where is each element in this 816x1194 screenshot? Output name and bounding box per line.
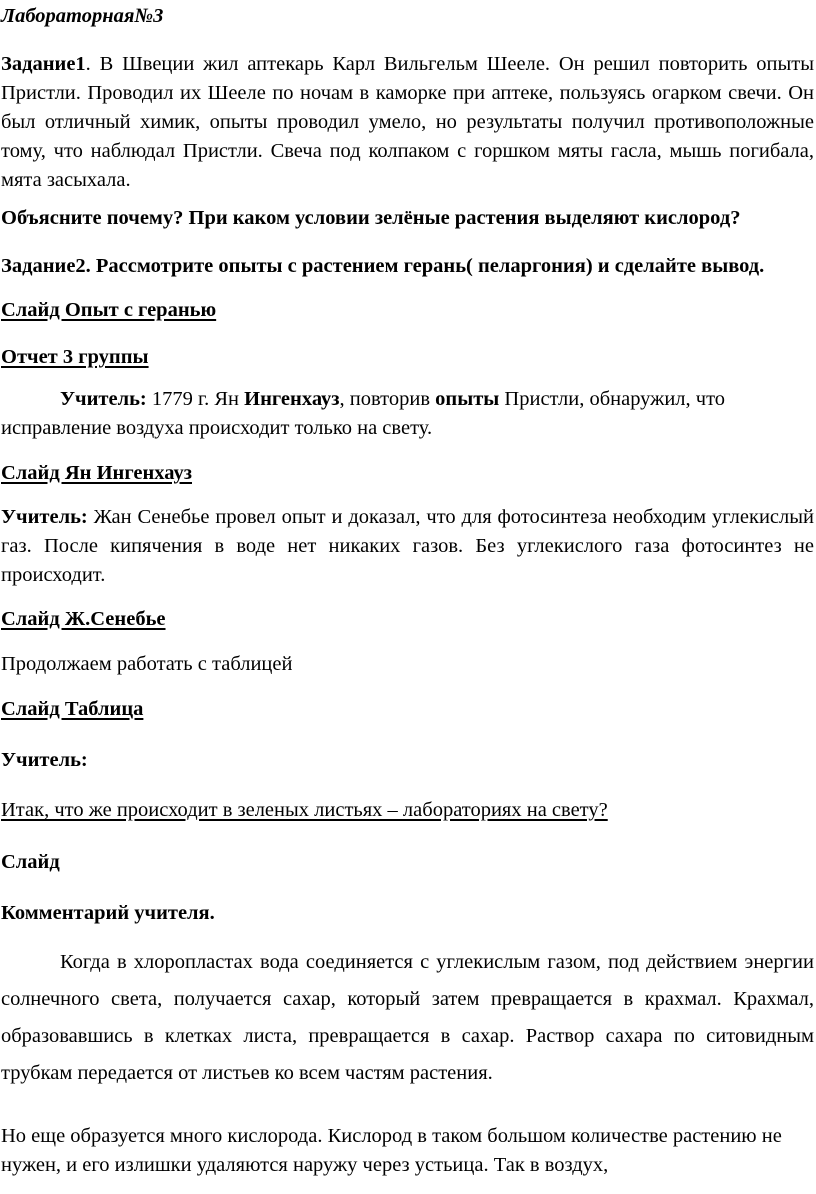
continue-table-text: Продолжаем работать с таблицей: [1, 653, 293, 675]
teacher1-text-1: 1779 г. Ян: [146, 388, 245, 410]
comment-label: Комментарий учителя.: [1, 902, 215, 924]
lab-heading: Лабораторная№3: [1, 5, 164, 27]
oxygen-paragraph: Но еще образуется много кислорода. Кислород в таком большом количестве растению не нужен, и его излишки удаляются наружу через устьица. Так в воздух,: [1, 1125, 782, 1176]
task1-paragraph: [1, 50, 814, 195]
task1-label: Задание1: [1, 53, 86, 75]
teacher1-label: Учитель:: [60, 388, 147, 410]
task2: Задание2. Рассмотрите опыты с растением герань( пеларгония) и сделайте вывод.: [1, 255, 765, 277]
teacher1-text-2: , повторив: [339, 388, 436, 410]
slide-table: Слайд Таблица: [1, 698, 144, 720]
teacher3-label: Учитель:: [1, 749, 88, 771]
slide-label: Слайд: [1, 851, 60, 873]
teacher1-word: опыты: [435, 388, 500, 410]
teacher2-text: Жан Сенебье провел опыт и доказал, что для фотосинтеза необходим углекислый газ. После кипячения в воде нет никаких газов. Без углекислого газа фотосинтез не происходит.: [1, 506, 814, 586]
comment-paragraph: Когда в хлоропластах вода соединяется с углекислым газом, под действием энергии солнечного света, получается сахар, который затем превращается в крахмал. Крахмал, образовавшись в клетках листа, превращается в сахар. Раствор сахара по ситовидным трубкам передается от листьев ко всем частям растения.: [1, 951, 814, 1084]
task1-text: . В Швеции жил аптекарь Карл Вильгельм Шееле. Он решил повторить опыты Пристли. Проводил их Шееле по ночам в каморке при аптеке, пользуясь огарком свечи. Он был отличный химик, опыты проводил умело, но результаты получил противоположные тому, что наблюдал Пристли. Свеча под колпаком с горшком мяты гасла, мышь погибала, мята засыхала.: [1, 53, 814, 191]
teacher1-name: Ингенхауз: [244, 388, 340, 410]
teacher1-text-3: Пристли, обнаружил, что исправление воздуха происходит только на свету.: [1, 388, 726, 439]
question1: Объясните почему? При каком условии зелёные растения выделяют кислород?: [1, 207, 741, 229]
teacher2-paragraph: [1, 503, 814, 590]
slide-senebier: Слайд Ж.Сенебье: [1, 608, 166, 630]
teacher1-paragraph: [1, 385, 814, 443]
report-heading: Отчет 3 группы: [1, 346, 149, 368]
slide-geranium: Слайд Опыт с геранью: [1, 299, 217, 321]
teacher2-label: Учитель:: [1, 506, 88, 528]
question2: Итак, что же происходит в зеленых листьях – лабораториях на свету?: [1, 799, 608, 821]
slide-ingenhousz: Слайд Ян Ингенхауз: [1, 462, 192, 484]
